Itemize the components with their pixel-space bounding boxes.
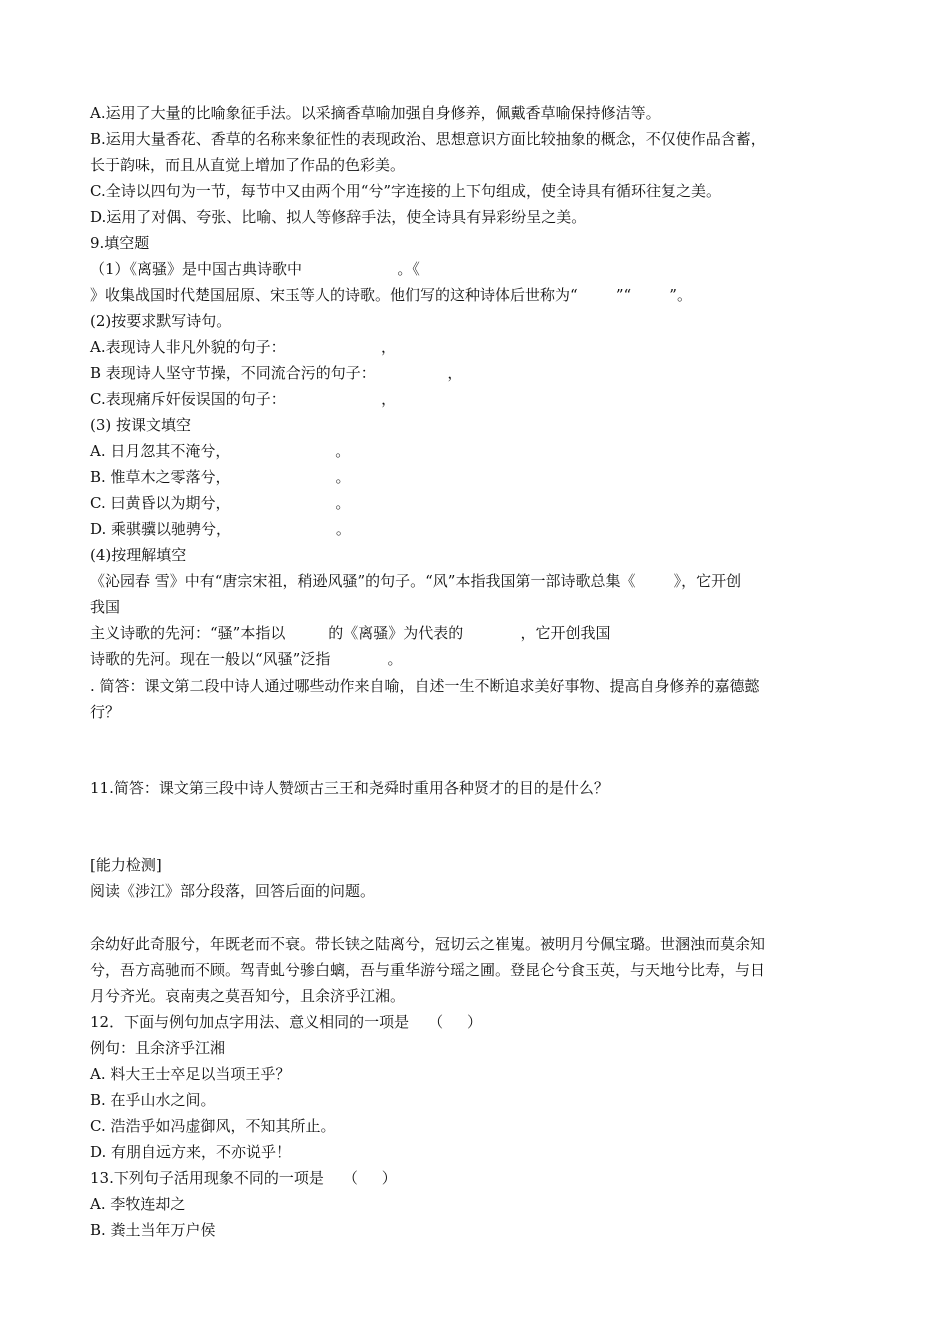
- q8-option-b: B.运用大量香花、香草的名称来象征性的表现政治、思想意识方面比较抽象的概念，不仅使作品含蓄，: [90, 130, 766, 148]
- q10-line1: . 简答：课文第二段中诗人通过哪些动作来自喻，自述一生不断追求美好事物、提高自身修养的嘉德懿: [90, 677, 760, 695]
- q8-option-d: D.运用了对偶、夸张、比喻、拟人等修辞手法，使全诗具有异彩纷呈之美。: [90, 208, 587, 226]
- ability-instruction: 阅读《涉江》部分段落，回答后面的问题。: [90, 882, 376, 900]
- q9-part4-line2: 我国: [90, 598, 121, 616]
- q10-line2: 行？: [90, 703, 121, 721]
- q12-option-c: C. 浩浩乎如冯虚御风，不知其所止。: [90, 1117, 336, 1135]
- q13-option-b: B. 粪土当年万户侯: [90, 1221, 216, 1239]
- q9-part4-title: (4)按理解填空: [90, 546, 187, 564]
- q9-part3-d: D. 乘骐骥以驰骋兮， 。: [90, 520, 351, 538]
- passage-line-3: 月兮齐光。哀南夷之莫吾知兮，且余济乎江湘。: [90, 987, 406, 1005]
- q9-part1-line1: （1）《离骚》是中国古典诗歌中 。《: [90, 260, 420, 278]
- q9-part3-a: A. 日月忽其不淹兮， 。: [90, 442, 351, 460]
- q8-option-a: A.运用了大量的比喻象征手法。以采摘香草喻加强自身修养，佩戴香草喻保持修洁等。: [90, 104, 661, 122]
- passage-line-1: 余幼好此奇服兮，年既老而不衰。带长铗之陆离兮，冠切云之崔嵬。被明月兮佩宝璐。世溷浊而莫余知: [90, 935, 766, 953]
- q12-option-b: B. 在乎山水之间。: [90, 1091, 216, 1109]
- q9-title: 9.填空题: [90, 234, 150, 252]
- q12-example: 例句：且余济乎江湘: [90, 1039, 226, 1057]
- q13-option-a: A. 李牧连却之: [90, 1195, 186, 1213]
- q8-option-c: C.全诗以四句为一节，每节中又由两个用“兮”字连接的上下句组成，使全诗具有循环往复之美。: [90, 182, 722, 200]
- ability-heading: [能力检测]: [90, 856, 162, 874]
- q11-question: 11.简答：课文第三段中诗人赞颂古三王和尧舜时重用各种贤才的目的是什么？: [90, 779, 609, 797]
- q12-option-a: A. 料大王士卒足以当项王乎？: [90, 1065, 291, 1083]
- q9-part4-line3: 主义诗歌的先河：“骚”本指以 的《离骚》为代表的 ，它开创我国: [90, 624, 611, 642]
- q12-stem: 12．下面与例句加点字用法、意义相同的一项是 （ ）: [90, 1013, 483, 1031]
- q13-stem: 13.下列句子活用现象不同的一项是 （ ）: [90, 1169, 397, 1187]
- q9-part4-line1: 《沁园春 雪》中有“唐宗宋祖，稍逊风骚”的句子。“风”本指我国第一部诗歌总集《 》，它开创: [90, 572, 742, 590]
- q9-part3-c: C. 曰黄昏以为期兮， 。: [90, 494, 351, 512]
- q9-part4-line4: 诗歌的先河。现在一般以“风骚”泛指 。: [90, 650, 403, 668]
- q8-option-b-cont: 长于韵味，而且从直觉上增加了作品的色彩美。: [90, 156, 406, 174]
- q12-option-d: D. 有朋自远方来，不亦说乎！: [90, 1143, 292, 1161]
- q9-part2-title: (2)按要求默写诗句。: [90, 312, 232, 330]
- q9-part2-c: C.表现痛斥奸佞误国的句子： ，: [90, 390, 397, 408]
- passage-line-2: 兮，吾方高驰而不顾。驾青虬兮骖白螭，吾与重华游兮瑶之圃。登昆仑兮食玉英，与天地兮比寿，与日: [90, 961, 766, 979]
- q9-part3-title: (3) 按课文填空: [90, 416, 192, 434]
- q9-part1-line2: 》收集战国时代楚国屈原、宋玉等人的诗歌。他们写的这种诗体后世称为“ ”“ ”。: [90, 286, 692, 304]
- q9-part2-b: B 表现诗人坚守节操，不同流合污的句子： ，: [90, 364, 463, 382]
- q9-part3-b: B. 惟草木之零落兮， 。: [90, 468, 351, 486]
- q9-part2-a: A.表现诗人非凡外貌的句子： ，: [90, 338, 396, 356]
